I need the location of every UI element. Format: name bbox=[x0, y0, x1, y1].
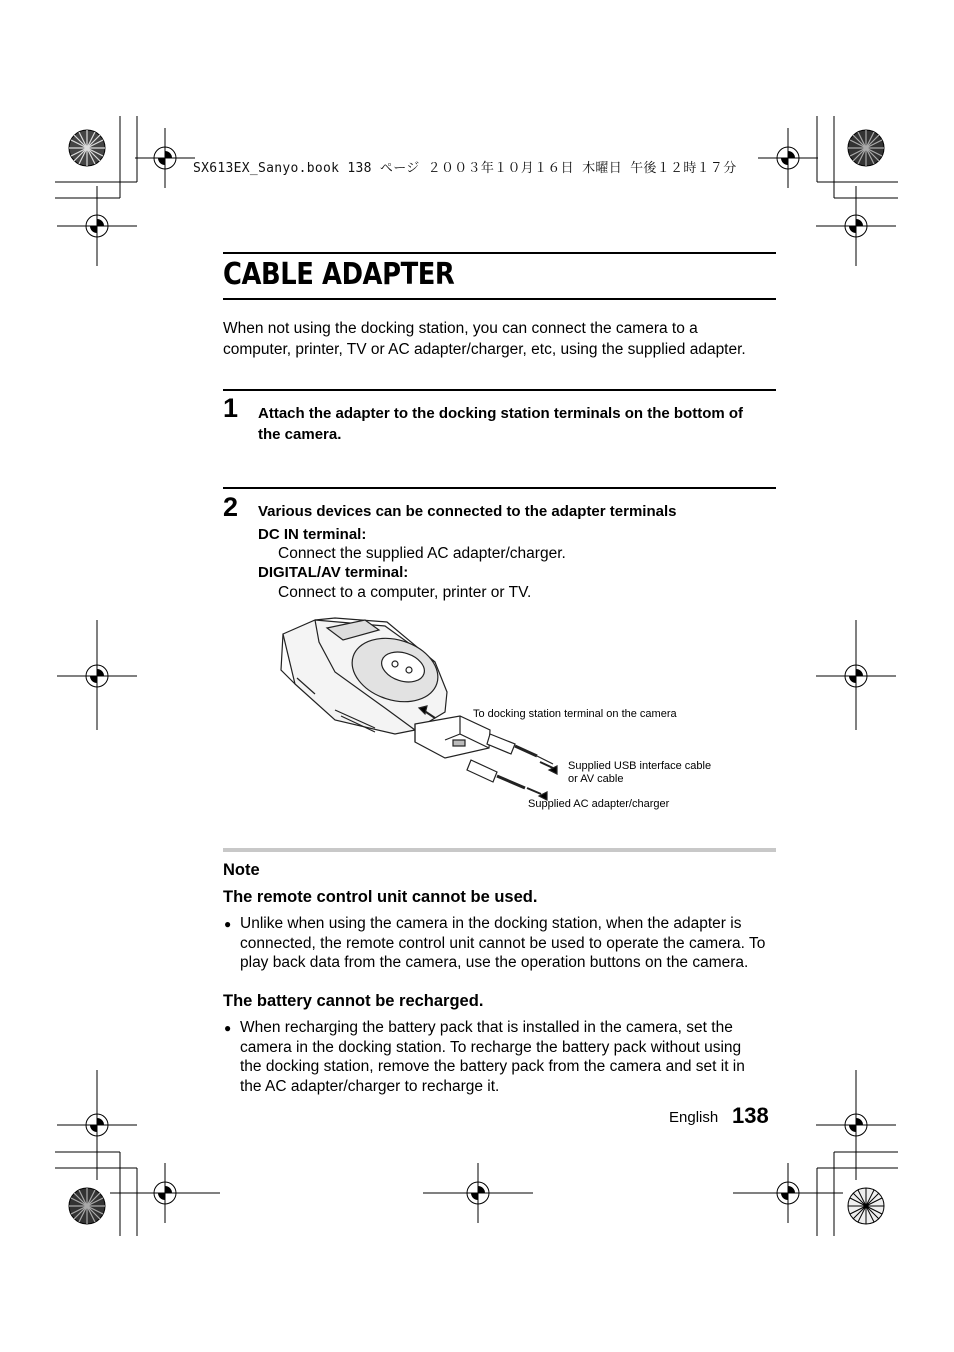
starburst-target-icon bbox=[67, 128, 107, 168]
registration-target-icon bbox=[135, 128, 195, 188]
page-title: CABLE ADAPTER bbox=[223, 257, 455, 292]
note-bullet-line: camera in the docking station. To recharge the battery pack without using bbox=[240, 1038, 742, 1056]
step-1-instruction bbox=[258, 403, 743, 445]
note-bullet-line: the AC adapter/charger to recharge it. bbox=[240, 1077, 500, 1095]
starburst-target-icon bbox=[67, 1186, 107, 1226]
step-2-instruction: Various devices can be connected to the adapter terminals bbox=[258, 503, 677, 520]
step-1-rule bbox=[223, 389, 776, 391]
dc-in-terminal-label: DC IN terminal: bbox=[258, 526, 367, 543]
footer-language: English bbox=[669, 1109, 719, 1126]
callout-usb-line: Supplied USB interface cable bbox=[568, 760, 712, 772]
callout-usb-line: or AV cable bbox=[568, 773, 624, 785]
intro-paragraph bbox=[223, 318, 746, 360]
bullet-icon: ● bbox=[224, 1021, 232, 1035]
step-1-line: Attach the adapter to the docking station terminals on the bottom of bbox=[258, 405, 744, 422]
note-bullet-line: When recharging the battery pack that is installed in the camera, set the bbox=[240, 1019, 733, 1036]
intro-line: computer, printer, TV or AC adapter/charger, etc, using the supplied adapter. bbox=[223, 341, 746, 358]
registration-target-icon bbox=[57, 620, 137, 730]
note-bullet-line: Unlike when using the camera in the docking station, when the adapter is bbox=[240, 915, 742, 932]
bullet-icon: ● bbox=[224, 917, 232, 931]
note-bullet bbox=[240, 1018, 745, 1096]
title-rule-top bbox=[223, 252, 776, 254]
callout-usb-cable bbox=[568, 760, 711, 786]
note-section-heading: The remote control unit cannot be used. bbox=[223, 888, 538, 906]
title-rule-bottom bbox=[223, 298, 776, 300]
print-job-header: SX613EX_Sanyo.book 138 ページ ２００３年１０月１６日 木曜日 午後１２時１７分 bbox=[193, 161, 737, 176]
note-bullet bbox=[240, 914, 765, 973]
registration-target-icon bbox=[733, 1163, 843, 1223]
callout-docking-terminal: To docking station terminal on the camera bbox=[473, 708, 677, 720]
registration-target-icon bbox=[816, 186, 896, 266]
note-bullet-line: connected, the remote control unit cannot be used to operate the camera. To bbox=[240, 934, 766, 952]
step-1-line: the camera. bbox=[258, 426, 342, 443]
note-bullet-line: the docking station, remove the battery pack from the camera and set it in bbox=[240, 1058, 745, 1075]
note-bullet-line: play back data from the camera, use the operation buttons on the camera. bbox=[240, 954, 749, 971]
note-heading: Note bbox=[223, 861, 260, 879]
camera-adapter-illustration bbox=[275, 612, 575, 802]
digital-av-terminal-label: DIGITAL/AV terminal: bbox=[258, 564, 409, 581]
note-section-heading: The battery cannot be recharged. bbox=[223, 992, 484, 1010]
registration-target-icon bbox=[57, 186, 137, 266]
note-rule bbox=[223, 848, 776, 852]
registration-target-icon bbox=[423, 1163, 533, 1223]
intro-line: When not using the docking station, you can connect the camera to a bbox=[223, 320, 698, 337]
digital-av-terminal-description: Connect to a computer, printer or TV. bbox=[278, 584, 532, 601]
step-1-number: 1 bbox=[223, 393, 239, 423]
page-number: 138 bbox=[732, 1103, 769, 1128]
callout-ac-adapter: Supplied AC adapter/charger bbox=[528, 798, 670, 810]
registration-target-icon bbox=[110, 1163, 220, 1223]
starburst-target-icon bbox=[846, 128, 886, 168]
dc-in-terminal-description: Connect the supplied AC adapter/charger. bbox=[278, 545, 566, 562]
registration-target-icon bbox=[758, 128, 818, 188]
step-2-rule bbox=[223, 487, 776, 489]
starburst-target-icon bbox=[846, 1186, 886, 1226]
registration-target-icon bbox=[816, 620, 896, 730]
step-2-number: 2 bbox=[223, 492, 239, 522]
